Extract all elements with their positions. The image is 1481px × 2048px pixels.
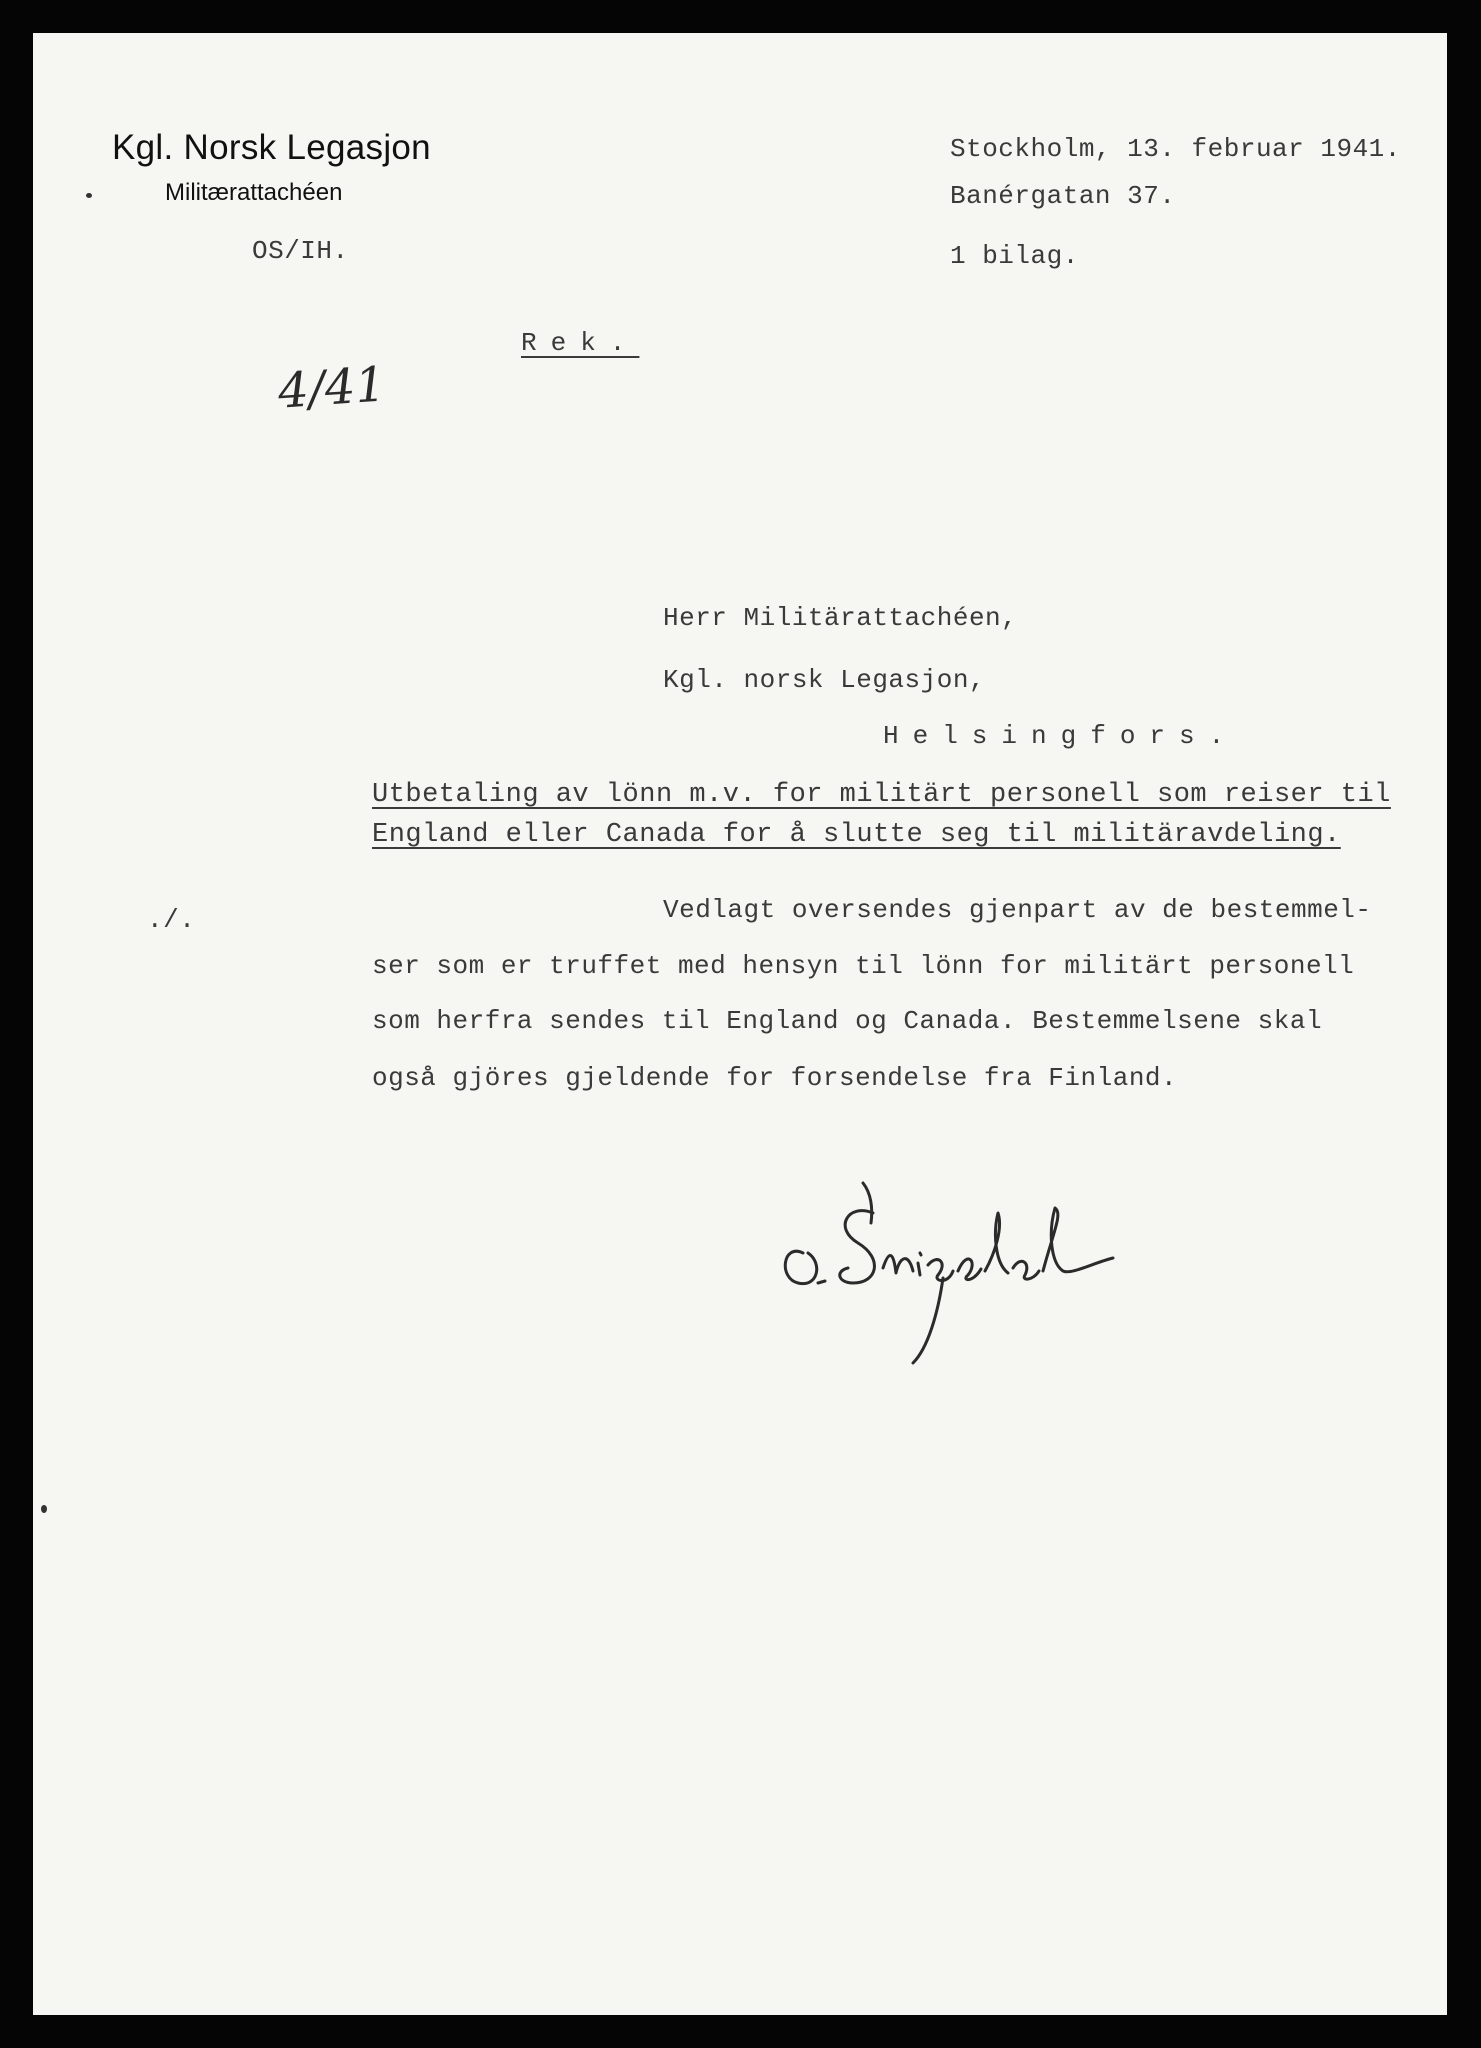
recipient-city: Helsingfors. <box>883 721 1239 751</box>
enclosures-note: 1 bilag. <box>950 241 1079 271</box>
scan-speck <box>86 193 92 198</box>
letter-page <box>33 33 1447 2015</box>
recipient-legation: Kgl. norsk Legasjon, <box>663 665 986 695</box>
place-date: Stockholm, 13. februar 1941. <box>950 134 1401 164</box>
body-line-1: Vedlagt oversendes gjenpart av de bestemmel- <box>663 895 1372 925</box>
address-line: Banérgatan 37. <box>950 181 1176 211</box>
handwritten-file-number: 4/41 <box>276 356 388 420</box>
body-line-2: ser som er truffet med hensyn til lönn for militärt personell <box>372 951 1355 981</box>
body-line-4: også gjöres gjeldende for forsendelse fra Finland. <box>372 1063 1178 1093</box>
letterhead-organization: Kgl. Norsk Legasjon <box>112 128 431 167</box>
scan-speck <box>41 1505 47 1513</box>
enclosure-margin-mark: ./. <box>147 905 196 935</box>
subject-line-2: England eller Canada for å slutte seg til militäravdeling. <box>372 820 1341 850</box>
letterhead-office: Militærattachéen <box>165 179 343 206</box>
handwritten-signature <box>763 1153 1163 1373</box>
reference-code: OS/IH. <box>252 236 349 266</box>
subject-line-1: Utbetaling av lönn m.v. for militärt personell som reiser til <box>372 780 1391 810</box>
body-line-3: som herfra sendes til England og Canada. Bestemmelsene skal <box>372 1006 1323 1036</box>
registered-mark: Rek. <box>521 328 640 358</box>
recipient-title: Herr Militärattachéen, <box>663 603 1018 633</box>
